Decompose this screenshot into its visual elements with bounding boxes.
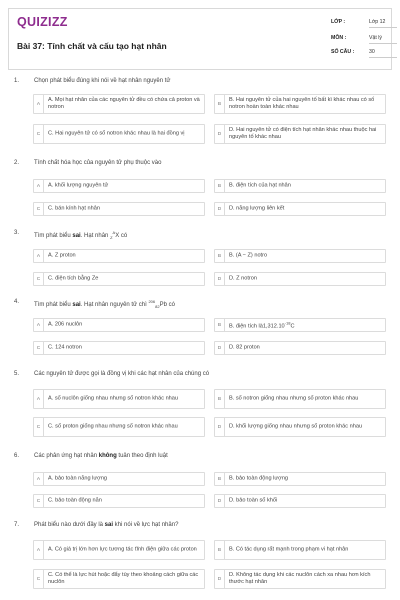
- question-6: [0, 453, 400, 513]
- option-text: B. số notron giống nhau nhưng số proton khác nhau: [229, 395, 359, 402]
- option-letter: D: [215, 203, 225, 215]
- option-letter: B: [215, 180, 225, 192]
- question-number: 7.: [14, 522, 20, 528]
- option-b[interactable]: [214, 318, 386, 332]
- worksheet-title: Bài 37: Tính chất và cấu tạo hạt nhân: [17, 41, 167, 51]
- option-c[interactable]: [33, 124, 205, 144]
- option-letter: A: [34, 319, 44, 331]
- option-text: B. Có tác dụng rất mạnh trong phạm vi hạt nhân: [229, 546, 349, 553]
- option-text: D. Z notron: [229, 275, 257, 282]
- question-1: [0, 78, 400, 158]
- question-number: 5.: [14, 371, 20, 377]
- question-number: 4.: [14, 299, 20, 305]
- option-d[interactable]: [214, 341, 386, 355]
- option-b[interactable]: [214, 389, 386, 409]
- option-letter: B: [215, 390, 225, 408]
- subject-underline: [369, 43, 397, 44]
- option-letter: B: [215, 95, 225, 113]
- question-text: Phát biểu nào dưới đây là sai khi nói về lực hạt nhân?: [34, 522, 179, 528]
- question-number: 3.: [14, 230, 20, 236]
- option-d[interactable]: [214, 272, 386, 286]
- option-letter: C: [34, 495, 44, 507]
- option-text: C. Hai nguyên tử có số notron khác nhau là hai đồng vị: [48, 130, 185, 137]
- option-a[interactable]: [33, 472, 205, 486]
- class-underline: [369, 27, 397, 28]
- option-letter: A: [34, 180, 44, 192]
- option-letter: A: [34, 541, 44, 559]
- option-text: C. bán kính hạt nhân: [48, 205, 100, 212]
- option-letter: B: [215, 541, 225, 559]
- question-count-underline: [369, 57, 397, 58]
- question-number: 2.: [14, 160, 20, 166]
- option-text: C. điện tích bằng Ze: [48, 275, 99, 282]
- question-2: [0, 160, 400, 220]
- option-text: A. bảo toàn năng lượng: [48, 475, 108, 482]
- question-7: [0, 522, 400, 600]
- option-c[interactable]: [33, 341, 205, 355]
- option-letter: B: [215, 473, 225, 485]
- option-text: D. năng lượng liên kết: [229, 205, 285, 212]
- option-text: D. bảo toàn số khối: [229, 497, 278, 504]
- option-text: D. 82 proton: [229, 344, 260, 351]
- option-text: A. số nuclôn giống nhau nhưng số notron khác nhau: [48, 395, 179, 402]
- option-letter: A: [34, 250, 44, 262]
- question-4: [0, 299, 400, 359]
- worksheet-header: [8, 8, 392, 70]
- option-text: C. Có thể là lực hút hoặc đẩy tùy theo khoảng cách giữa các nuclôn: [48, 572, 199, 585]
- option-d[interactable]: [214, 202, 386, 216]
- option-d[interactable]: [214, 494, 386, 508]
- option-c[interactable]: [33, 272, 205, 286]
- question-number: 1.: [14, 78, 20, 84]
- class-label: LỚP :: [331, 19, 346, 25]
- option-letter: B: [215, 319, 225, 331]
- option-text: C. 124 notron: [48, 344, 82, 351]
- option-text: A. Có giá trị lớn hơn lực tương tác tĩnh điện giữa các proton: [48, 546, 197, 553]
- option-letter: D: [215, 495, 225, 507]
- option-text: C. bảo toàn động năn: [48, 497, 102, 504]
- question-count-value: 30: [369, 49, 375, 55]
- option-text: A. 206 nuclôn: [48, 321, 83, 328]
- option-letter: C: [34, 342, 44, 354]
- question-text: Chọn phát biểu đúng khi nói về hạt nhân nguyên tử: [34, 78, 171, 84]
- subject-value: Vật lý: [369, 35, 382, 41]
- question-5: [0, 371, 400, 446]
- option-d[interactable]: [214, 124, 386, 144]
- question-count-label: SỐ CÂU :: [331, 49, 355, 55]
- option-b[interactable]: [214, 540, 386, 560]
- class-value: Lớp 12: [369, 19, 386, 25]
- option-letter: C: [34, 203, 44, 215]
- option-text: A. khối lượng nguyên tử: [48, 182, 109, 189]
- option-letter: D: [215, 342, 225, 354]
- option-letter: A: [34, 95, 44, 113]
- option-letter: D: [215, 273, 225, 285]
- option-b[interactable]: [214, 472, 386, 486]
- question-text: Các nguyên tử được gọi là đồng vị khi các hạt nhân của chúng có: [34, 371, 210, 377]
- option-text: B. điện tích của hạt nhân: [229, 182, 291, 189]
- option-text: D. khối lượng giống nhau nhưng số proton khác nhau: [229, 423, 363, 430]
- option-a[interactable]: [33, 540, 205, 560]
- option-letter: A: [34, 390, 44, 408]
- option-c[interactable]: [33, 202, 205, 216]
- question-text: Tìm phát biểu sai. Hạt nhân nguyên tử chì $^{206}_{82}$Pb có: [34, 299, 175, 310]
- option-a[interactable]: [33, 94, 205, 114]
- subject-label: MÔN :: [331, 35, 347, 41]
- question-3: [0, 230, 400, 290]
- option-text: D. Hai nguyên tử có điện tích hạt nhân khác nhau thuộc hai nguyên tố khác nhau: [229, 127, 377, 140]
- option-letter: D: [215, 418, 225, 436]
- option-text: B. điện tích $là1,312.10^{-18}C$: [229, 320, 295, 330]
- option-text: D. Không tác dụng khi các nuclôn cách xa nhau hơn kích thước hạt nhân: [229, 572, 371, 585]
- option-letter: C: [34, 418, 44, 436]
- option-b[interactable]: [214, 249, 386, 263]
- option-a[interactable]: [33, 318, 205, 332]
- option-b[interactable]: [214, 94, 386, 114]
- question-text: Tìm phát biểu sai. Hạt nhân $_Z^A$X có: [34, 230, 128, 241]
- option-text: C. số proton giống nhau nhưng số notron khác nhau: [48, 423, 178, 430]
- option-letter: D: [215, 570, 225, 588]
- option-a[interactable]: [33, 389, 205, 409]
- option-text: B. Hai nguyên tử của hai nguyên tố bất kì khác nhau có số notron hoàn toàn khác nhau: [229, 97, 375, 110]
- option-a[interactable]: [33, 249, 205, 263]
- option-c[interactable]: [33, 569, 205, 589]
- option-b[interactable]: [214, 179, 386, 193]
- option-text: A. Mọi hạt nhân của các nguyên tử đều có chứa cả proton và notron: [48, 97, 200, 110]
- option-letter: C: [34, 273, 44, 285]
- quizizz-logo: QUIZIZZ: [17, 15, 68, 29]
- option-text: A. Z proton: [48, 252, 76, 259]
- option-text: B. bảo toàn động lượng: [229, 475, 289, 482]
- option-letter: D: [215, 125, 225, 143]
- option-c[interactable]: [33, 494, 205, 508]
- question-text: Tính chất hóa học của nguyên tử phụ thuộc vào: [34, 160, 162, 166]
- question-text: Các phản ứng hạt nhân không tuân theo định luật: [34, 453, 168, 459]
- option-letter: A: [34, 473, 44, 485]
- option-a[interactable]: [33, 179, 205, 193]
- option-letter: B: [215, 250, 225, 262]
- option-text: B. (A − Z) notro: [229, 252, 268, 259]
- option-d[interactable]: [214, 417, 386, 437]
- option-letter: C: [34, 125, 44, 143]
- question-number: 6.: [14, 453, 20, 459]
- option-c[interactable]: [33, 417, 205, 437]
- option-letter: C: [34, 570, 44, 588]
- option-d[interactable]: [214, 569, 386, 589]
